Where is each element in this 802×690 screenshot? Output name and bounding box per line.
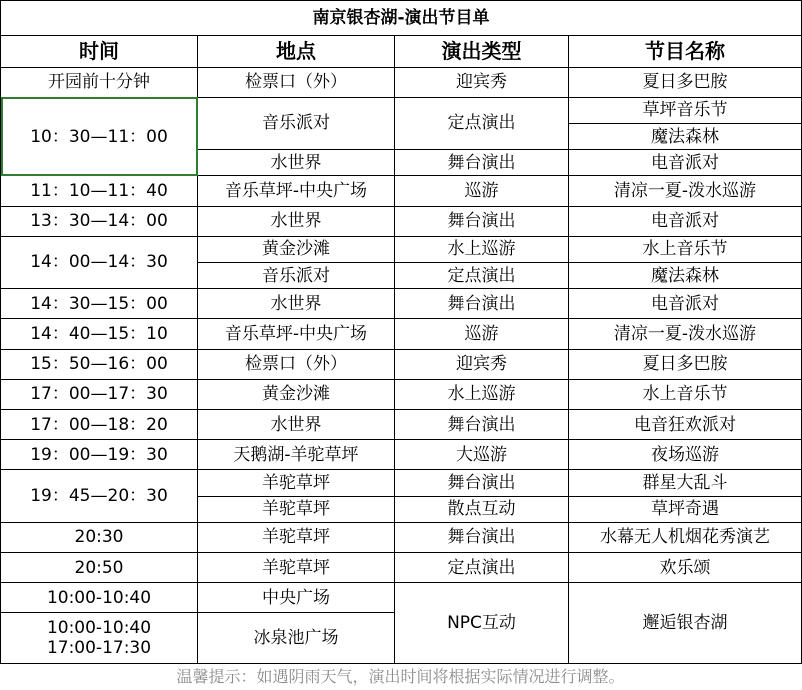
column-header-location: 地点 [198,36,395,67]
page-title: 南京银杏湖-演出节目单 [1,1,802,36]
type-cell[interactable]: 舞台演出 [395,206,569,236]
program-cell[interactable]: 草坪音乐节 [569,97,802,123]
table-row [1,319,802,349]
location-cell[interactable]: 水世界 [198,150,395,176]
time-cell[interactable]: 19：00—19：30 [1,440,198,470]
time-cell[interactable]: 20:50 [1,553,198,583]
table-row [1,440,802,470]
time-cell[interactable]: 20:30 [1,522,198,552]
type-cell[interactable]: 水上巡游 [395,379,569,409]
table-row [1,97,802,123]
time-cell[interactable]: 10：30—11：00 [1,97,198,176]
location-cell[interactable]: 音乐派对 [198,97,395,149]
location-cell[interactable]: 天鹅湖-羊驼草坪 [198,440,395,470]
location-cell[interactable]: 黄金沙滩 [198,379,395,409]
time-cell[interactable]: 开园前十分钟 [1,67,198,97]
type-cell[interactable]: 定点演出 [395,97,569,149]
table-row [1,289,802,319]
type-cell[interactable]: 舞台演出 [395,470,569,496]
type-cell[interactable]: 舞台演出 [395,289,569,319]
type-cell[interactable]: 舞台演出 [395,522,569,552]
table-row [1,236,802,262]
program-cell[interactable]: 水上音乐节 [569,379,802,409]
program-cell[interactable]: 水幕无人机烟花秀演艺 [569,522,802,552]
program-cell[interactable]: 电音派对 [569,206,802,236]
program-cell[interactable]: 魔法森林 [569,262,802,288]
time-line: 17:00-17:30 [46,638,152,659]
time-cell[interactable]: 17：00—18：20 [1,409,198,439]
location-cell[interactable]: 羊驼草坪 [198,496,395,522]
time-cell[interactable]: 13：30—14：00 [1,206,198,236]
column-header-type: 演出类型 [395,36,569,67]
type-cell[interactable]: 舞台演出 [395,409,569,439]
time-cell[interactable]: 10:00-10:40 [1,583,198,613]
column-header-program: 节目名称 [569,36,802,67]
location-cell[interactable]: 黄金沙滩 [198,236,395,262]
type-cell[interactable]: 定点演出 [395,553,569,583]
program-cell[interactable]: 电音派对 [569,150,802,176]
time-cell[interactable]: 14：40—15：10 [1,319,198,349]
program-cell[interactable]: 邂逅银杏湖 [569,583,802,664]
table-row [1,176,802,206]
table-row [1,206,802,236]
type-cell[interactable]: NPC互动 [395,583,569,664]
type-cell[interactable]: 迎宾秀 [395,349,569,379]
location-cell[interactable]: 中央广场 [198,583,395,613]
program-cell[interactable]: 魔法森林 [569,123,802,149]
program-cell[interactable]: 清凉一夏-泼水巡游 [569,176,802,206]
time-cell-multiline[interactable] [1,613,198,664]
time-cell[interactable]: 17：00—17：30 [1,379,198,409]
location-cell[interactable]: 冰泉池广场 [198,613,395,664]
program-cell[interactable]: 清凉一夏-泼水巡游 [569,319,802,349]
location-cell[interactable]: 水世界 [198,289,395,319]
table-row [1,349,802,379]
type-cell[interactable]: 定点演出 [395,262,569,288]
time-cell[interactable]: 14：30—15：00 [1,289,198,319]
type-cell[interactable]: 舞台演出 [395,150,569,176]
type-cell[interactable]: 迎宾秀 [395,67,569,97]
table-row [1,379,802,409]
program-cell[interactable]: 电音派对 [569,289,802,319]
time-cell[interactable]: 19：45—20：30 [1,470,198,522]
footer-note: 温馨提示：如遇阴雨天气，演出时间将根据实际情况进行调整。 [176,667,625,686]
time-cell[interactable]: 15：50—16：00 [1,349,198,379]
location-cell[interactable]: 水世界 [198,409,395,439]
time-cell[interactable]: 11：10—11：40 [1,176,198,206]
location-cell[interactable]: 羊驼草坪 [198,470,395,496]
location-cell[interactable]: 音乐派对 [198,262,395,288]
table-row [1,470,802,496]
location-cell[interactable]: 水世界 [198,206,395,236]
time-cell[interactable]: 14：00—14：30 [1,236,198,288]
table-row [1,67,802,97]
program-cell[interactable]: 草坪奇遇 [569,496,802,522]
location-cell[interactable]: 检票口（外） [198,67,395,97]
type-cell[interactable]: 水上巡游 [395,236,569,262]
location-cell[interactable]: 检票口（外） [198,349,395,379]
program-cell[interactable]: 群星大乱斗 [569,470,802,496]
program-cell[interactable]: 夏日多巴胺 [569,67,802,97]
location-cell[interactable]: 音乐草坪-中央广场 [198,176,395,206]
table-row [1,522,802,552]
type-cell[interactable]: 大巡游 [395,440,569,470]
type-cell[interactable]: 散点互动 [395,496,569,522]
program-cell[interactable]: 欢乐颂 [569,553,802,583]
type-cell[interactable]: 巡游 [395,319,569,349]
program-cell[interactable]: 水上音乐节 [569,236,802,262]
program-cell[interactable]: 电音狂欢派对 [569,409,802,439]
table-row [1,583,802,613]
location-cell[interactable]: 音乐草坪-中央广场 [198,319,395,349]
program-cell[interactable]: 夜场巡游 [569,440,802,470]
type-cell[interactable]: 巡游 [395,176,569,206]
location-cell[interactable]: 羊驼草坪 [198,522,395,552]
time-line: 10:00-10:40 [46,618,152,639]
table-row [1,409,802,439]
column-header-time: 时间 [1,36,198,67]
program-cell[interactable]: 夏日多巴胺 [569,349,802,379]
table-row [1,553,802,583]
location-cell[interactable]: 羊驼草坪 [198,553,395,583]
